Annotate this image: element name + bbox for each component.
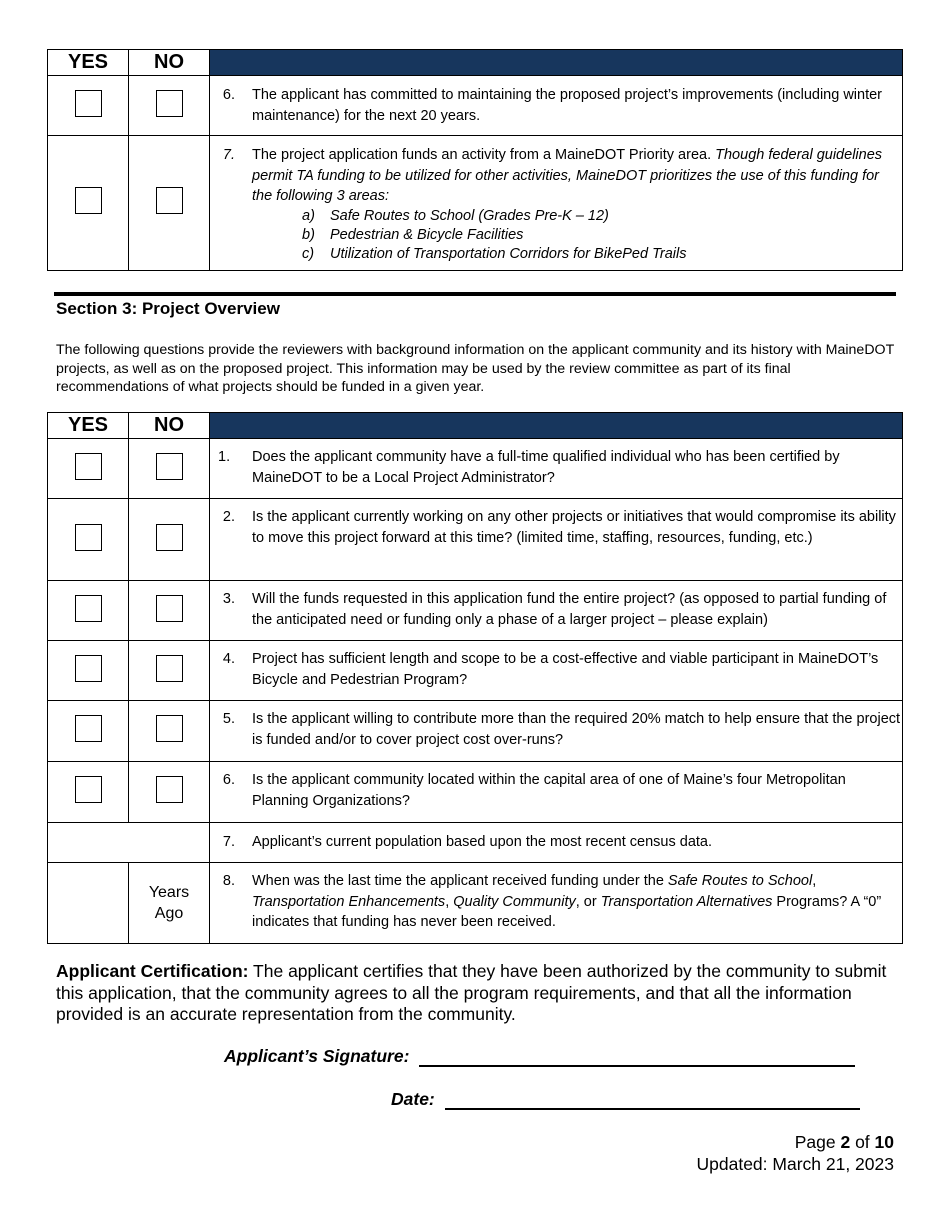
no-checkbox[interactable]: [156, 453, 183, 480]
table-row: [48, 499, 903, 581]
no-checkbox[interactable]: [156, 524, 183, 551]
question-number: 5.: [222, 711, 235, 727]
yes-checkbox[interactable]: [75, 187, 102, 214]
question-text: Is the applicant community located within the capital area of one of Maine’s four Metropolitan Planning Organizations?: [252, 772, 846, 809]
signature-label: Applicant’s Signature:: [224, 1046, 410, 1066]
yes-checkbox[interactable]: [75, 655, 102, 682]
question-text: Is the applicant currently working on any other projects or initiatives that would compromise its ability to move this project forward at this time? (limited time, staffing, resources, funding, etc.): [252, 509, 896, 546]
table-row: [48, 581, 903, 641]
list-item: b) Pedestrian & Bicycle Facilities: [302, 226, 524, 243]
section-divider: [54, 292, 896, 296]
years-entry-cell[interactable]: [48, 863, 129, 944]
no-checkbox[interactable]: [156, 595, 183, 622]
question-number: 7.: [222, 834, 235, 850]
question-text-plain: The project application funds an activity from a MaineDOT Priority area.: [252, 147, 712, 163]
question-text: Will the funds requested in this application fund the entire project? (as opposed to partial funding of the anticipated need or funding only a phase of a larger project – please explain): [252, 591, 887, 628]
population-entry-cell[interactable]: [48, 823, 210, 863]
question-text: Project has sufficient length and scope to be a cost-effective and viable participant in MaineDOT’s Bicycle and Pedestrian Program?: [252, 651, 879, 688]
list-item: c) Utilization of Transportation Corridors for BikePed Trails: [302, 245, 687, 262]
table-row: [48, 439, 903, 499]
question-text: Is the applicant willing to contribute more than the required 20% match to help ensure that the project is funded and/or to cover project cost over-runs?: [252, 711, 901, 748]
no-column-header: NO: [129, 413, 210, 439]
priority-areas-list: [252, 207, 902, 264]
section-intro: The following questions provide the reviewers with background information on the applicant community and its history with MaineDOT projects, as well as on the proposed project. This information may be used by the review committee as part of its final recommendations of what projects should be funded in a given year.: [56, 342, 895, 395]
updated-date: Updated: March 21, 2023: [696, 1154, 894, 1174]
question-number: 7.: [222, 147, 235, 163]
yes-checkbox[interactable]: [75, 776, 102, 803]
question-number: 8.: [222, 873, 235, 889]
section-title: Section 3: Project Overview: [56, 299, 280, 318]
signature-line[interactable]: [419, 1047, 855, 1067]
question-number: 2.: [222, 509, 235, 525]
certification-text: The applicant certifies that they have been authorized by the community to submit this application, that the community agrees to all the program requirements, and that all the information provided is an accurate representation from the community.: [56, 961, 887, 1024]
table-row: [48, 76, 903, 136]
yes-column-header: YES: [48, 50, 129, 76]
question-text: The applicant has committed to maintaining the proposed project’s improvements (including winter maintenance) for the next 20 years.: [252, 87, 882, 124]
table-row: [48, 823, 903, 863]
applicant-certification: [56, 961, 901, 1026]
yes-checkbox[interactable]: [75, 524, 102, 551]
project-overview-table: [47, 412, 903, 944]
yes-column-header: YES: [48, 413, 129, 439]
no-column-header: NO: [129, 50, 210, 76]
certification-label: Applicant Certification:: [56, 961, 249, 981]
question-text: Applicant’s current population based upon the most recent census data.: [252, 834, 712, 850]
question-number: 6.: [222, 772, 235, 788]
no-checkbox[interactable]: [156, 187, 183, 214]
signature-row: [224, 1046, 855, 1067]
eligibility-table: [47, 49, 903, 271]
table-row: [48, 863, 903, 944]
yes-checkbox[interactable]: [75, 595, 102, 622]
years-ago-label: Years Ago: [129, 863, 210, 944]
page-footer: [697, 1131, 895, 1175]
no-checkbox[interactable]: [156, 776, 183, 803]
question-text: When was the last time the applicant received funding under the Safe Routes to School, Transportation Enhancements, Quality Community, or Transportation Alternatives Programs? A “0” indicates that funding has never been received.: [252, 873, 882, 930]
question-number: 1.: [218, 449, 231, 465]
question-number: 4.: [222, 651, 235, 667]
list-item: a) Safe Routes to School (Grades Pre-K – 12): [302, 207, 609, 224]
yes-checkbox[interactable]: [75, 90, 102, 117]
table-row: [48, 762, 903, 823]
header-band: [210, 50, 903, 76]
question-text: Does the applicant community have a full-time qualified individual who has been certified by MaineDOT to be a Local Project Administrator?: [252, 449, 840, 486]
question-text: [252, 145, 902, 264]
yes-checkbox[interactable]: [75, 453, 102, 480]
table-row: [48, 701, 903, 762]
header-band: [210, 413, 903, 439]
date-line[interactable]: [445, 1090, 860, 1110]
question-text-italic: Though federal guidelines permit TA funding to be utilized for other activities, MaineDOT prioritizes the use of this funding for the following 3 areas:: [252, 147, 883, 204]
yes-checkbox[interactable]: [75, 715, 102, 742]
no-checkbox[interactable]: [156, 90, 183, 117]
question-number: 6.: [222, 87, 235, 103]
question-number: 3.: [222, 591, 235, 607]
table-row: [48, 641, 903, 701]
table-row: [48, 136, 903, 271]
no-checkbox[interactable]: [156, 655, 183, 682]
date-label: Date:: [391, 1089, 435, 1109]
date-row: [391, 1089, 860, 1110]
page-number: Page 2 of 10: [794, 1132, 894, 1152]
no-checkbox[interactable]: [156, 715, 183, 742]
